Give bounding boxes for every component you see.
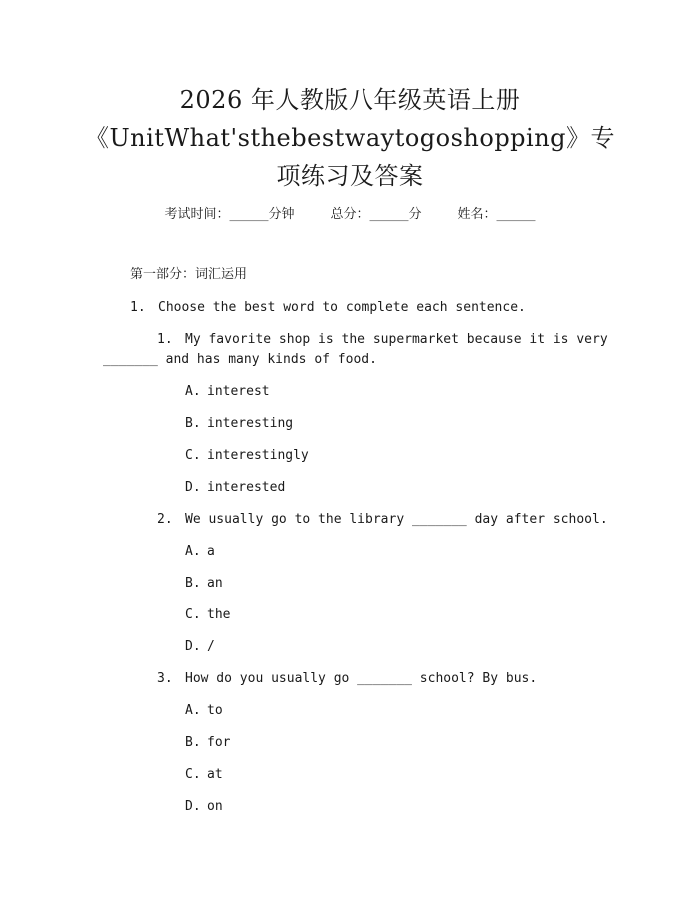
question-2-option-d bbox=[185, 637, 215, 657]
exam-info bbox=[0, 205, 700, 225]
option-text: interest bbox=[207, 384, 270, 399]
question-3-option-a bbox=[185, 701, 223, 721]
section-title: 第一部分：词汇运用 bbox=[130, 267, 248, 282]
question-3-option-b bbox=[185, 733, 230, 753]
option-text: at bbox=[207, 767, 223, 782]
task-number: 1. bbox=[130, 300, 146, 315]
option-text: for bbox=[207, 735, 231, 750]
option-letter: A. bbox=[185, 544, 201, 559]
option-letter: A. bbox=[185, 703, 201, 718]
option-letter: B. bbox=[185, 576, 201, 591]
question-text: How do you usually go _______ school? By bus. bbox=[185, 671, 538, 686]
exam-name: 姓名：______ bbox=[457, 207, 536, 222]
exam-score: 总分：______分 bbox=[330, 207, 422, 222]
task-line bbox=[130, 298, 526, 318]
document-title-line2: 《UnitWhat'sthebestwaytogoshopping》专 bbox=[84, 124, 616, 152]
question-2-option-b bbox=[185, 574, 223, 594]
question-1-option-d bbox=[185, 478, 285, 498]
option-text: / bbox=[207, 639, 215, 654]
option-text: the bbox=[207, 607, 231, 622]
option-letter: B. bbox=[185, 735, 201, 750]
question-1-line2: _______ and has many kinds of food. bbox=[103, 352, 377, 367]
question-1-option-c bbox=[185, 446, 309, 466]
question-3-option-c bbox=[185, 765, 223, 785]
exam-time: 考试时间：______分钟 bbox=[164, 207, 295, 222]
option-text: an bbox=[207, 576, 223, 591]
question-2-option-a bbox=[185, 542, 215, 562]
question-2-option-c bbox=[185, 605, 230, 625]
question-number: 1. bbox=[157, 332, 173, 347]
document-title-line1: 2026 年人教版八年级英语上册 bbox=[179, 86, 521, 114]
question-text: My favorite shop is the supermarket because it is very bbox=[185, 332, 608, 347]
question-1-option-a bbox=[185, 382, 270, 402]
option-letter: C. bbox=[185, 607, 201, 622]
option-text: interested bbox=[207, 480, 286, 495]
document-title-line3: 项练习及答案 bbox=[276, 162, 424, 190]
option-text: interesting bbox=[207, 416, 294, 431]
option-letter: C. bbox=[185, 767, 201, 782]
question-number: 2. bbox=[157, 512, 173, 527]
option-letter: B. bbox=[185, 416, 201, 431]
option-letter: A. bbox=[185, 384, 201, 399]
option-letter: D. bbox=[185, 639, 201, 654]
question-number: 3. bbox=[157, 671, 173, 686]
option-letter: D. bbox=[185, 799, 201, 814]
question-3-line1 bbox=[157, 669, 537, 689]
question-text: We usually go to the library _______ day after school. bbox=[185, 512, 608, 527]
option-text: on bbox=[207, 799, 223, 814]
option-text: to bbox=[207, 703, 223, 718]
option-text: interestingly bbox=[207, 448, 309, 463]
question-3-option-d bbox=[185, 797, 223, 817]
option-letter: C. bbox=[185, 448, 201, 463]
option-text: a bbox=[207, 544, 215, 559]
option-letter: D. bbox=[185, 480, 201, 495]
task-instruction: Choose the best word to complete each sentence. bbox=[158, 300, 526, 315]
question-1-line1 bbox=[157, 330, 608, 350]
question-2-line1 bbox=[157, 510, 608, 530]
question-1-option-b bbox=[185, 414, 293, 434]
